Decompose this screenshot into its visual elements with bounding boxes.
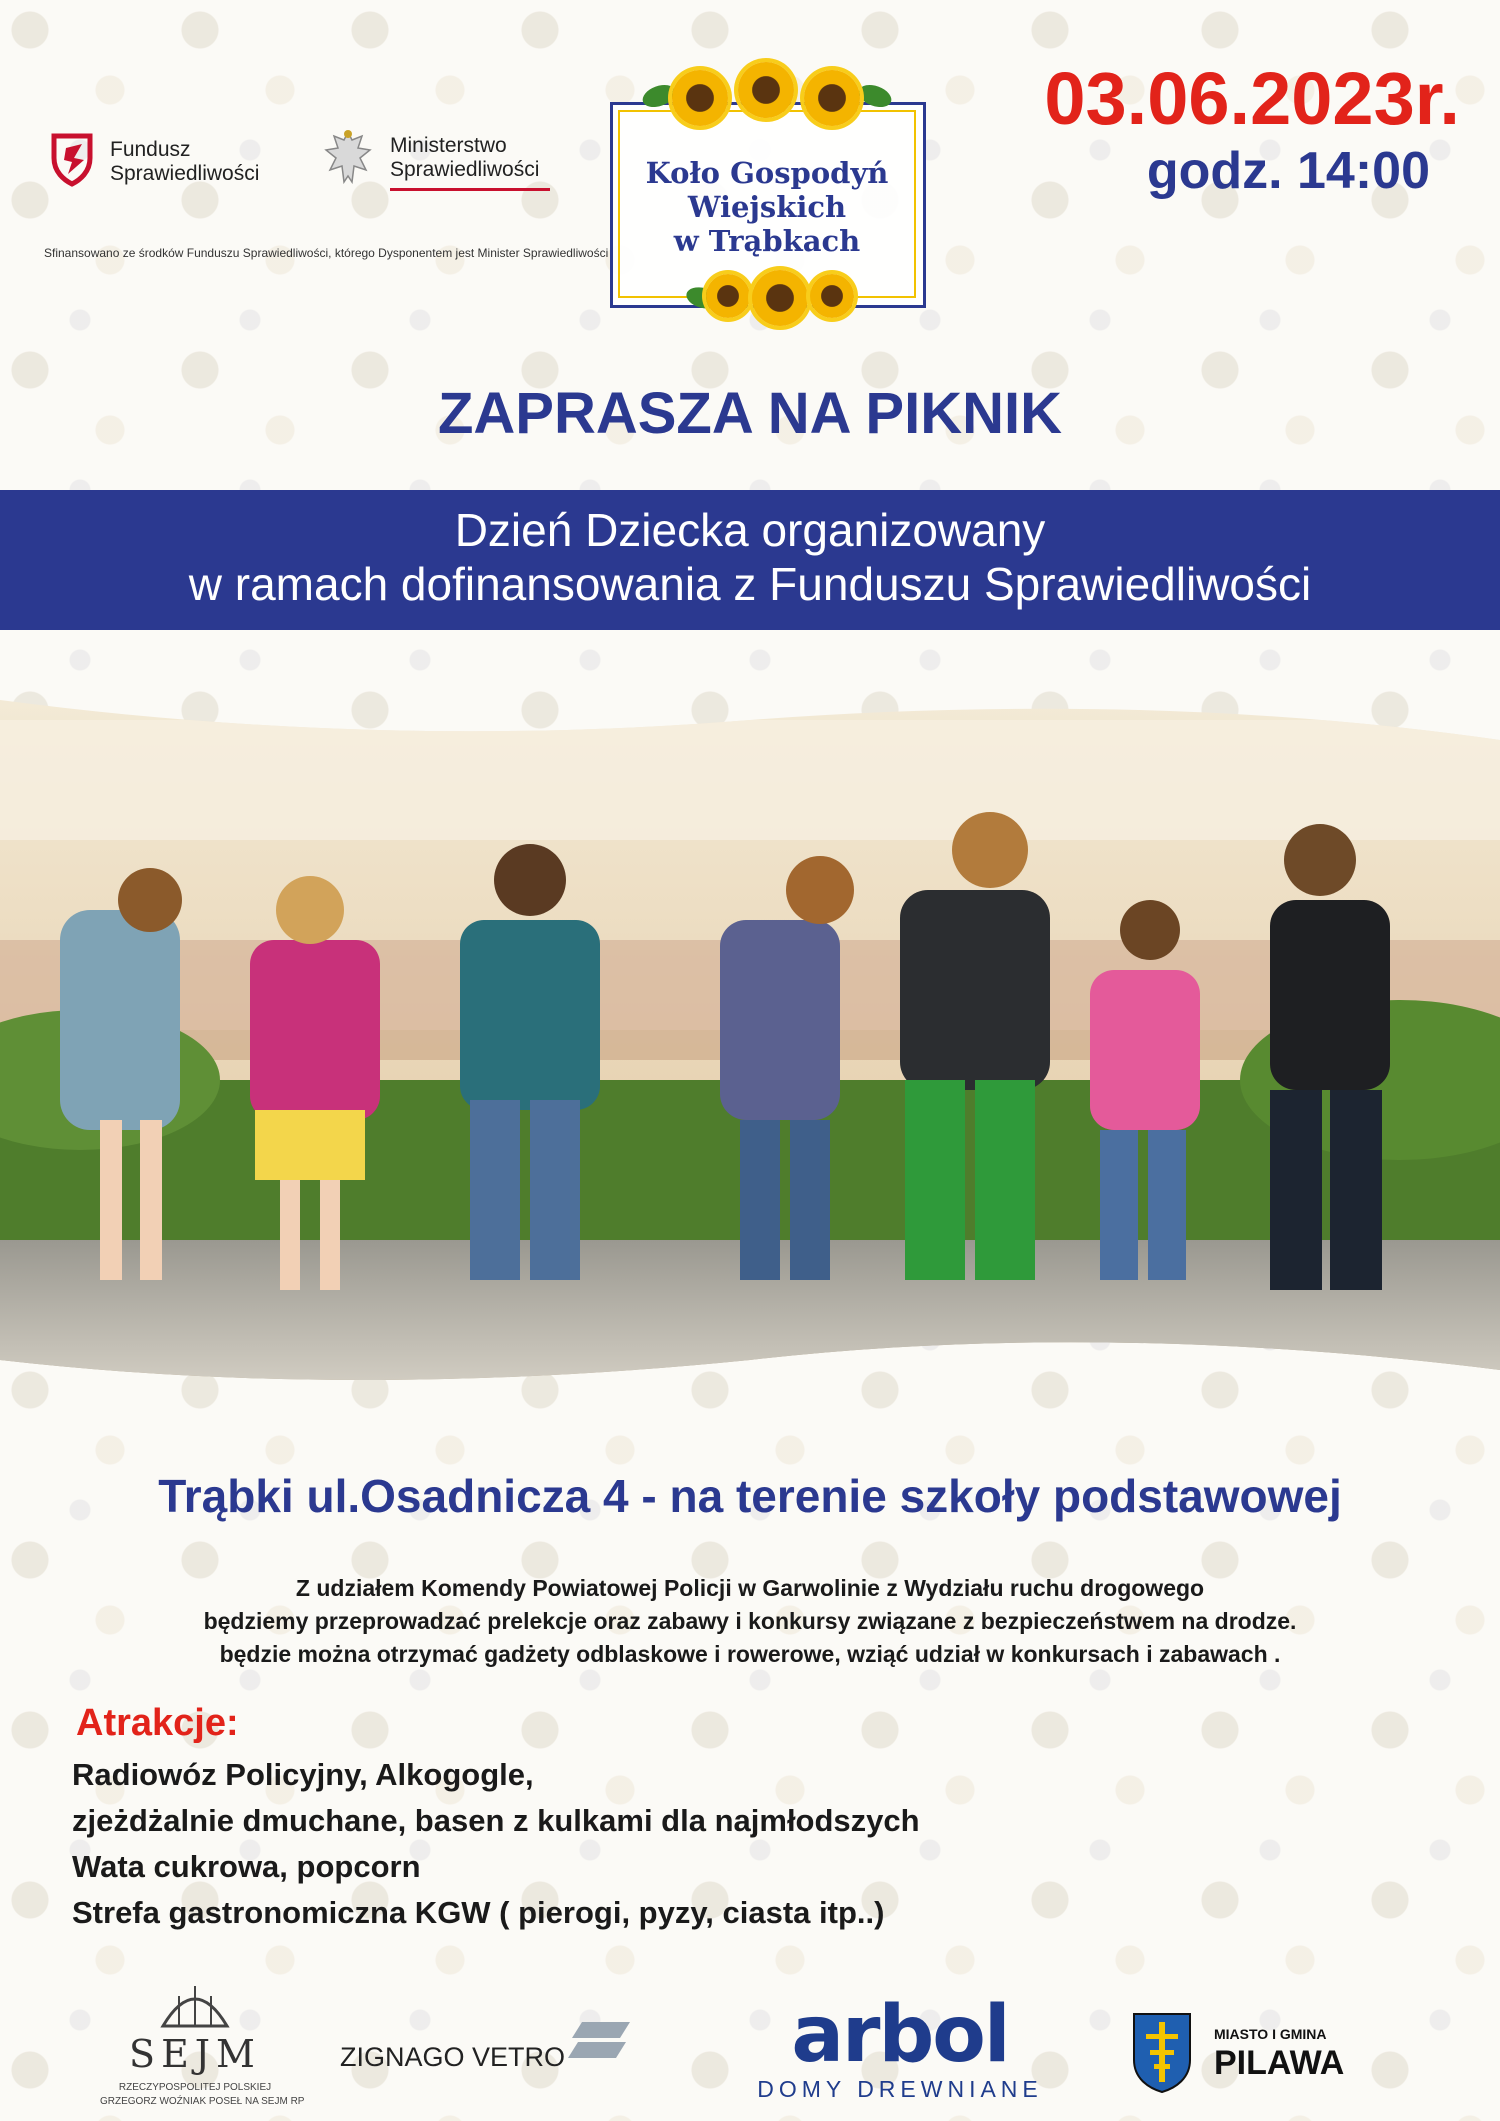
zignago-mark-icon	[568, 2020, 632, 2060]
list-item: Radiowóz Policyjny, Alkogogle,	[72, 1757, 534, 1792]
arbol-logo	[750, 1990, 1050, 2106]
sunflower-icon	[738, 62, 794, 118]
sejm-mp-name: GRZEGORZ WOŹNIAK POSEŁ NA SEJM RP	[100, 2096, 305, 2107]
sunflower-icon	[804, 70, 860, 126]
list-item: Strefa gastronomiczna KGW ( pierogi, pyzy, ciasta itp..)	[72, 1895, 885, 1930]
sejm-word: SEJM	[129, 2032, 261, 2076]
zignago-vetro-logo	[340, 2020, 640, 2080]
arbol-tagline: DOMY DREWNIANE	[757, 2076, 1043, 2102]
event-description	[40, 1572, 1460, 1671]
invite-heading: ZAPRASZA NA PIKNIK	[437, 381, 1063, 446]
pilawa-line2: PILAWA	[1214, 2044, 1345, 2082]
children-photo	[0, 700, 1500, 1400]
sunflower-icon	[752, 270, 808, 326]
financing-note: Sfinansowano ze środków Funduszu Sprawiedliwości, którego Dysponentem jest Minister Sprawiedliwości	[44, 246, 609, 260]
title-banner	[0, 490, 1500, 630]
event-time: godz. 14:00	[1146, 142, 1430, 200]
arbol-name: arbol	[791, 1990, 1009, 2080]
organizer-line3: w Trąbkach	[673, 224, 861, 258]
attractions-heading: Atrakcje:	[76, 1702, 239, 1744]
sunflower-icon	[672, 70, 728, 126]
zignago-text: ZIGNAGO VETRO	[340, 2042, 566, 2072]
red-underline	[390, 188, 550, 191]
sunflower-icon	[810, 274, 854, 318]
list-item: Wata cukrowa, popcorn	[72, 1849, 421, 1884]
event-date: 03.06.2023r.	[1044, 57, 1460, 140]
organizer-line1: Koło Gospodyń	[645, 156, 889, 190]
pilawa-line1: MIASTO I GMINA	[1214, 2026, 1327, 2042]
ministerstwo-sprawiedliwosci-logo	[322, 124, 562, 194]
list-item: zjeżdżalnie dmuchane, basen z kulkami dla najmłodszych	[72, 1803, 920, 1838]
fundusz-line2: Sprawiedliwości	[110, 162, 260, 185]
ministerstwo-line1: Ministerstwo	[390, 134, 507, 157]
organizer-line2: Wiejskich	[687, 190, 847, 224]
pilawa-logo	[1130, 2010, 1430, 2100]
banner-line1: Dzień Dziecka organizowany	[454, 504, 1046, 556]
sunflower-icon	[706, 274, 750, 318]
description-line2: będziemy przeprowadzać prelekcje oraz zabawy i konkursy związane z bezpieczeństwem na drodze.	[203, 1608, 1297, 1634]
sejm-logo	[100, 1980, 305, 2110]
fundusz-sprawiedliwosci-logo	[44, 128, 284, 188]
organizer-name	[622, 156, 912, 258]
event-address: Trąbki ul.Osadnicza 4 - na terenie szkoły podstawowej	[158, 1470, 1342, 1522]
description-line1: Z udziałem Komendy Powiatowej Policji w Garwolinie z Wydziału ruchu drogowego	[295, 1575, 1205, 1601]
attractions-list	[72, 1752, 1272, 1936]
white-eagle-icon	[322, 126, 374, 190]
description-line3: będzie można otrzymać gadżety odblaskowe i rowerowe, wziąć udział w konkursach i zabawach .	[219, 1641, 1281, 1667]
fundusz-shield-icon	[44, 128, 100, 188]
ministerstwo-line2: Sprawiedliwości	[390, 158, 540, 181]
sejm-subtitle: RZECZYPOSPOLITEJ POLSKIEJ	[118, 2082, 272, 2093]
pilawa-crest-icon	[1130, 2010, 1194, 2094]
banner-line2: w ramach dofinansowania z Funduszu Sprawiedliwości	[188, 558, 1312, 610]
kgw-badge	[602, 70, 932, 310]
fundusz-line1: Fundusz	[110, 138, 191, 161]
sejm-dome-icon	[155, 1980, 235, 2030]
